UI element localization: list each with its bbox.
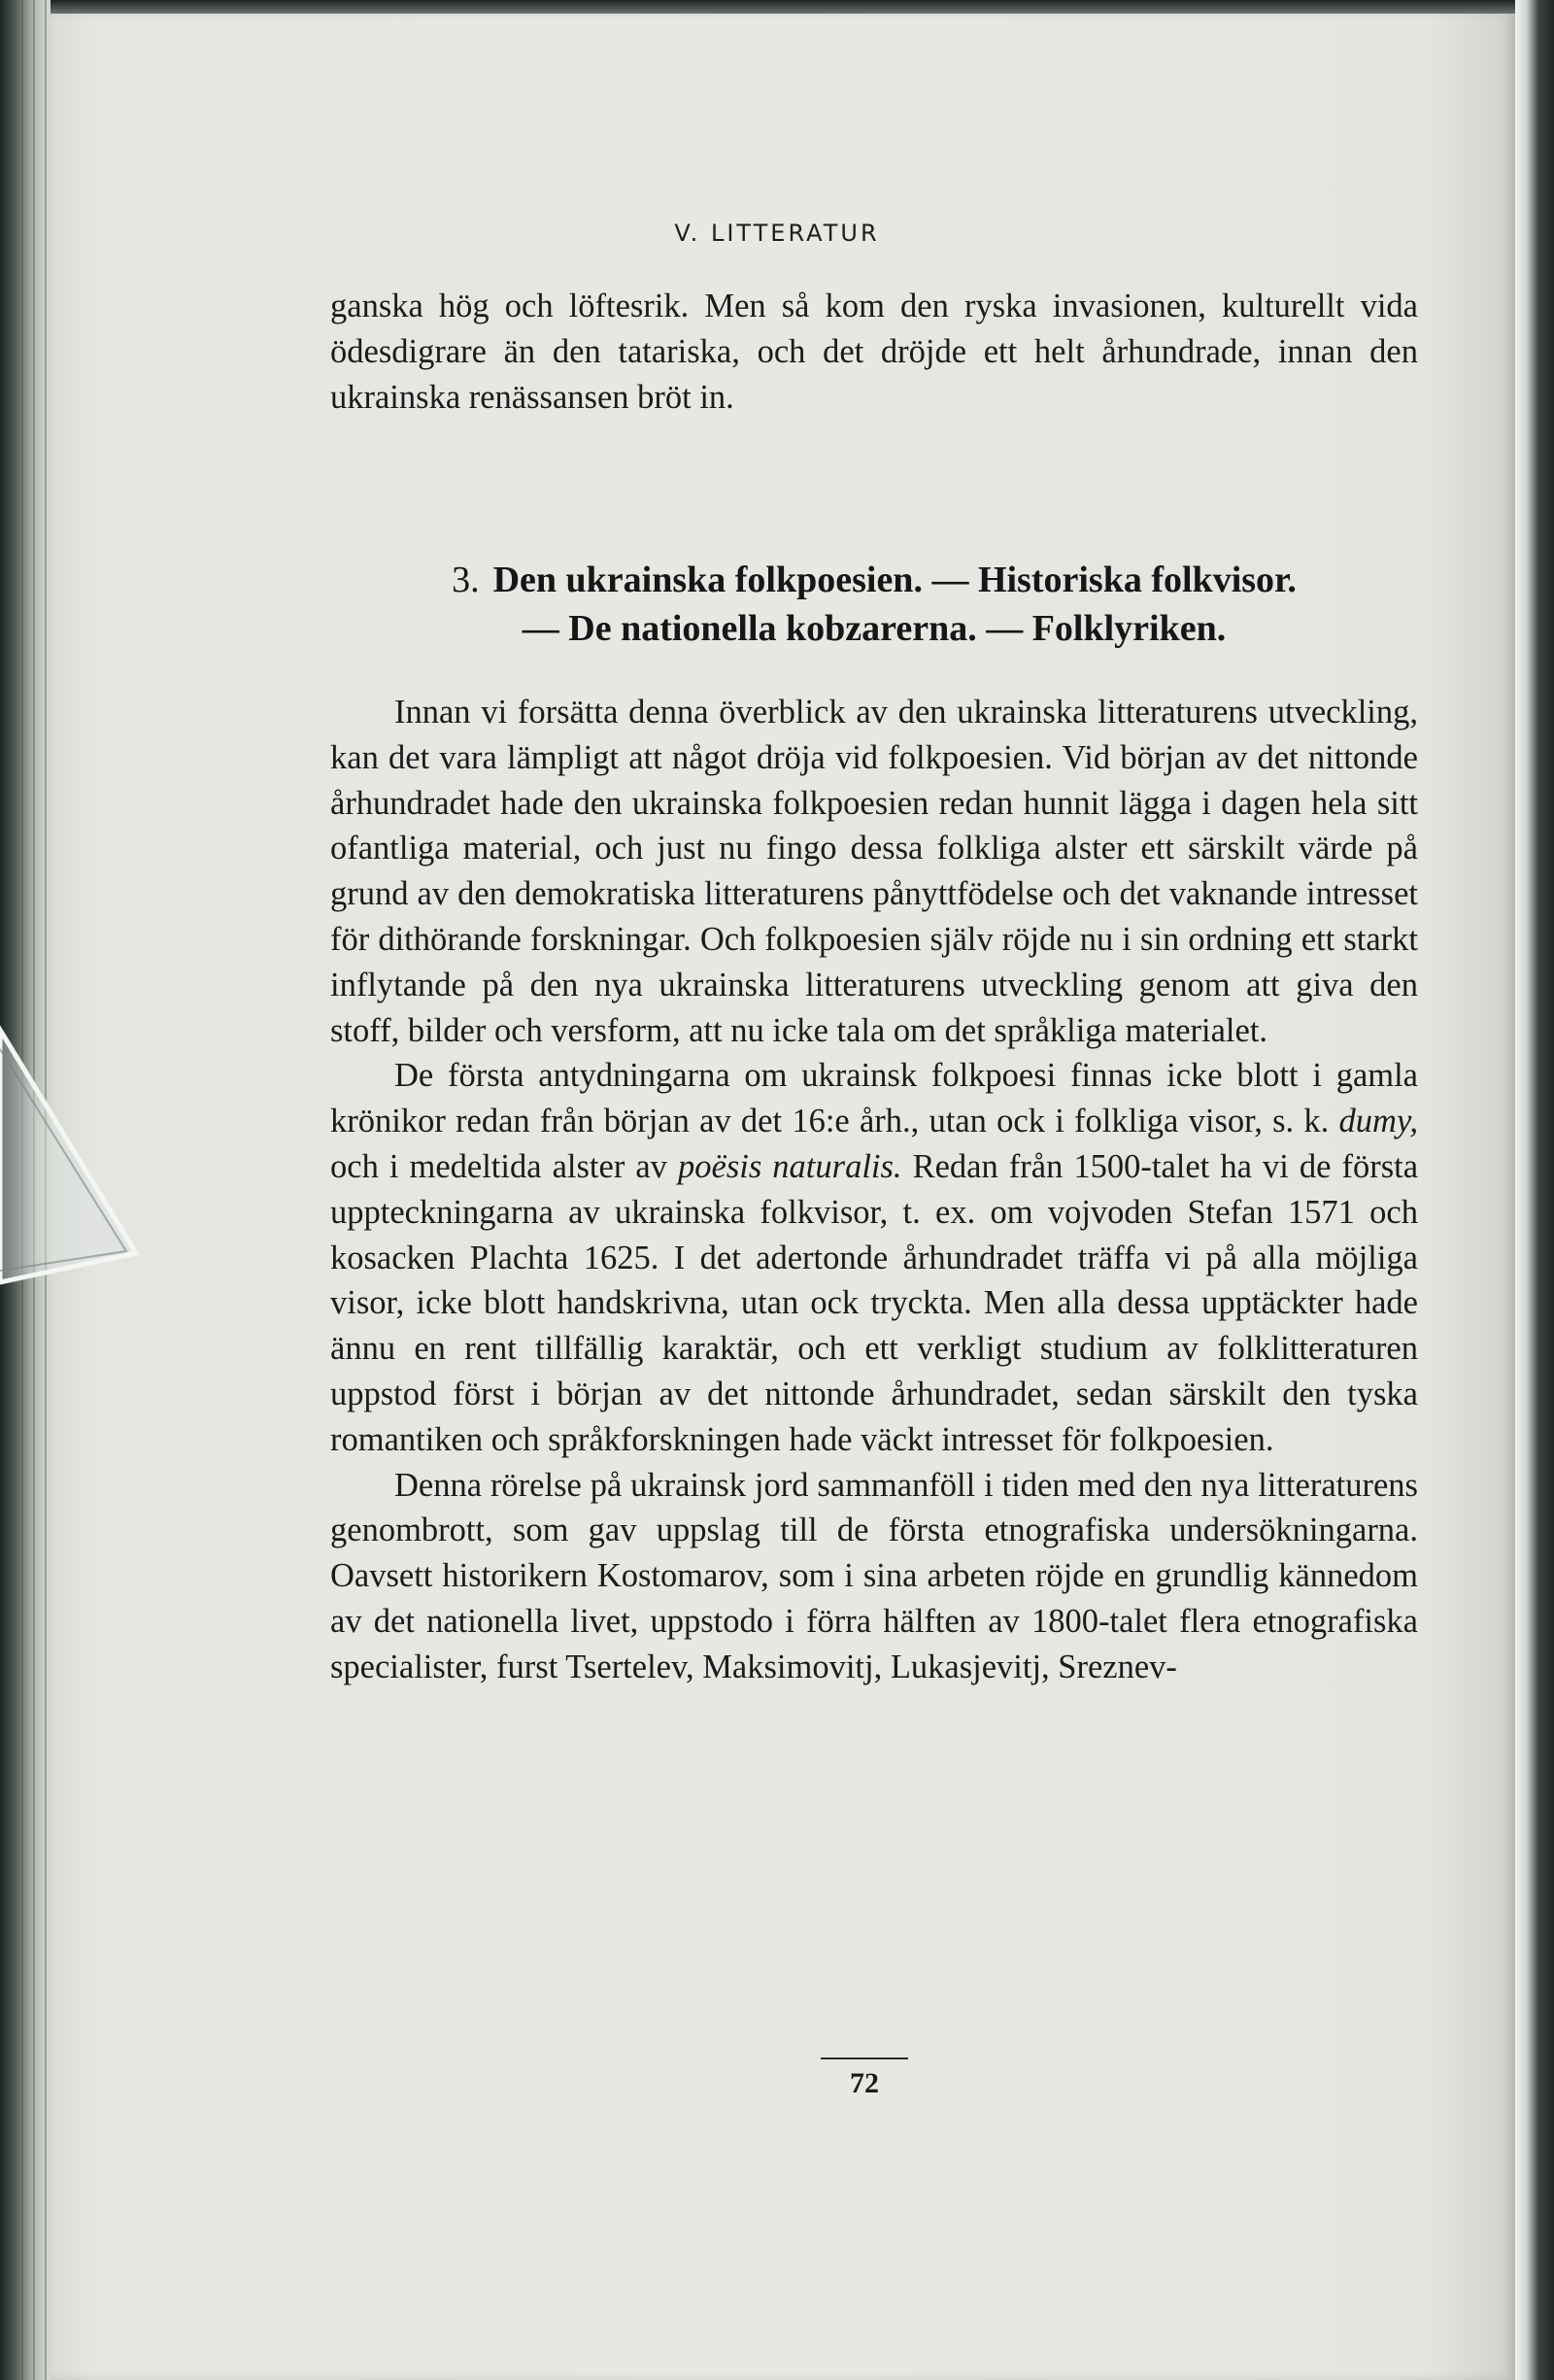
page-top-shadow bbox=[51, 0, 1515, 14]
page-right-edge bbox=[1515, 0, 1554, 2380]
running-head: V. LITTERATUR bbox=[674, 220, 880, 247]
page-number: 72 bbox=[850, 2067, 879, 2099]
paragraph-2-part-2: och i medeltida alster av bbox=[330, 1147, 667, 1185]
bookmark-clip bbox=[0, 991, 165, 1311]
paragraph-2-italic-poesis: poësis naturalis. bbox=[678, 1147, 902, 1185]
section-heading bbox=[330, 556, 1418, 653]
intro-paragraph: ganska hög och löftesrik. Men så kom den ryska invasionen, kulturellt vida ödesdigrare än den tatariska, och det dröjde ett helt århundrade, innan den ukrainska renässansen bröt in. bbox=[330, 288, 1418, 416]
section-title-line-1: Den ukrainska folkpoesien. — Historiska folkvisor. bbox=[492, 560, 1297, 600]
section-number: 3. bbox=[452, 560, 480, 600]
paragraph-2 bbox=[330, 1053, 1418, 1462]
paragraph-1: Innan vi forsätta denna överblick av den ukrainska litteraturens utveckling, kan det vara lämpligt att något dröja vid folkpoesien. Vid början av det nittonde århundradet hade den ukrainska folkpoesien redan hunnit lägga i dagen hela sitt ofantliga material, och just nu fingo dessa folkliga alster ett särskilt värde på grund av den demokratiska litteraturens pånyttfödelse och det vaknande intresset för dithörande forskningar. Och folkpoesien själv röjde nu i sin ordning ett starkt inflytande på den nya ukrainska litteraturens utveckling genom att giva den stoff, bilder och versform, att nu icke tala om det språkliga materialet. bbox=[330, 694, 1418, 1049]
paragraph-3: Denna rörelse på ukrainsk jord sammanföll i tiden med den nya litteraturens genombrott, som gav uppslag till de första etnografiska undersökningarna. Oavsett historikern Kostomarov, som i sina arbeten röjde en grundlig kännedom av det nationella livet, uppstodo i förra hälften av 1800-talet flera etnografiska specialister, furst Tsertelev, Maksimovitj, Lukasjevitj, Sreznev- bbox=[330, 1466, 1418, 1685]
section-heading-line-1 bbox=[330, 556, 1418, 604]
body-text bbox=[330, 690, 1418, 1690]
footer-rule bbox=[821, 2057, 908, 2059]
section-title-line-2: — De nationella kobzarerna. — Folklyriken. bbox=[522, 608, 1227, 649]
paragraph-2-part-3: Redan från 1500-talet ha vi de första uppteckningarna av ukrainska folkvisor, t. ex. om vojvoden Stefan 1571 och kosacken Plachta 1625. I det adertonde århundradet träffa vi på alla möjliga visor, icke blott handskrivna, utan ock tryckta. Men alla dessa upptäckter hade ännu en rent tillfällig karaktär, och ett verkligt studium av folklitteraturen uppstod först i början av det nittonde århundradet, sedan särskilt den tyska romantiken och språkforskningen hade väckt intresset för folkpoesien. bbox=[330, 1147, 1419, 1458]
intro-text bbox=[330, 284, 1418, 420]
paragraph-2-part-1: De första antydningarna om ukrainsk folkpoesi finnas icke blott i gamla krönikor redan från början av det 16:e årh., utan ock i folkliga visor, s. k. bbox=[330, 1057, 1418, 1140]
paragraph-2-italic-dumy: dumy, bbox=[1338, 1103, 1418, 1140]
